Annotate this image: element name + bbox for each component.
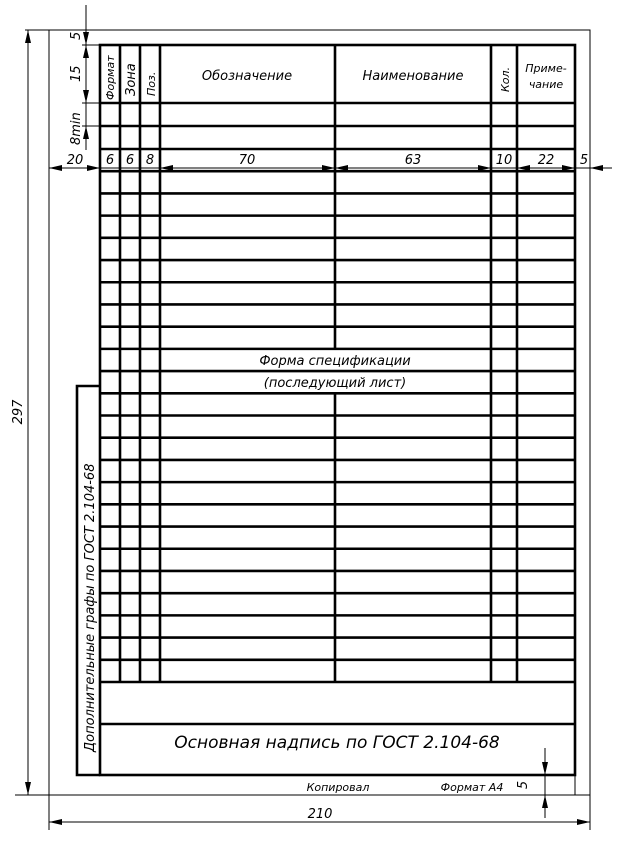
dim-sheet-width: 210 [307, 807, 333, 822]
header-name: Наименование [362, 69, 464, 84]
dim-col-qty: 10 [495, 153, 513, 168]
additional-columns-label: Дополнительные графы по ГОСТ 2.104-68 [83, 463, 98, 752]
dim-row-height: 8min [69, 112, 84, 145]
sheet-outline [49, 30, 590, 795]
dim-col-designation: 70 [238, 153, 256, 168]
dim-col-zone: 6 [125, 153, 135, 168]
dim-right-margin: 5 [579, 153, 589, 168]
header-qty: Кол. [499, 66, 512, 92]
footer-format: Формат А4 [440, 781, 504, 794]
dimension-lines [15, 5, 612, 830]
form-title: Форма спецификации [259, 354, 411, 369]
header-note-2: чание [528, 78, 564, 91]
header-zone: Зона [124, 63, 139, 96]
dim-col-name: 63 [404, 153, 422, 168]
dim-col-format: 6 [105, 153, 115, 168]
header-note-1: Приме- [525, 62, 567, 75]
dim-bottom-margin: 5 [516, 780, 531, 790]
header-designation: Обозначение [201, 69, 293, 84]
dim-left-margin: 20 [66, 153, 84, 168]
dim-col-note: 22 [537, 153, 555, 168]
header-pos: Поз. [145, 71, 158, 96]
dim-top-margin: 5 [69, 31, 84, 40]
dim-col-pos: 8 [145, 153, 155, 168]
dim-header-height: 15 [69, 65, 84, 82]
title-block-label: Основная надпись по ГОСТ 2.104-68 [174, 733, 500, 753]
dim-sheet-height: 297 [11, 399, 26, 425]
form-subtitle: (последующий лист) [263, 376, 407, 391]
header-format: Формат [104, 55, 117, 100]
footer-copied: Копировал [306, 781, 370, 794]
